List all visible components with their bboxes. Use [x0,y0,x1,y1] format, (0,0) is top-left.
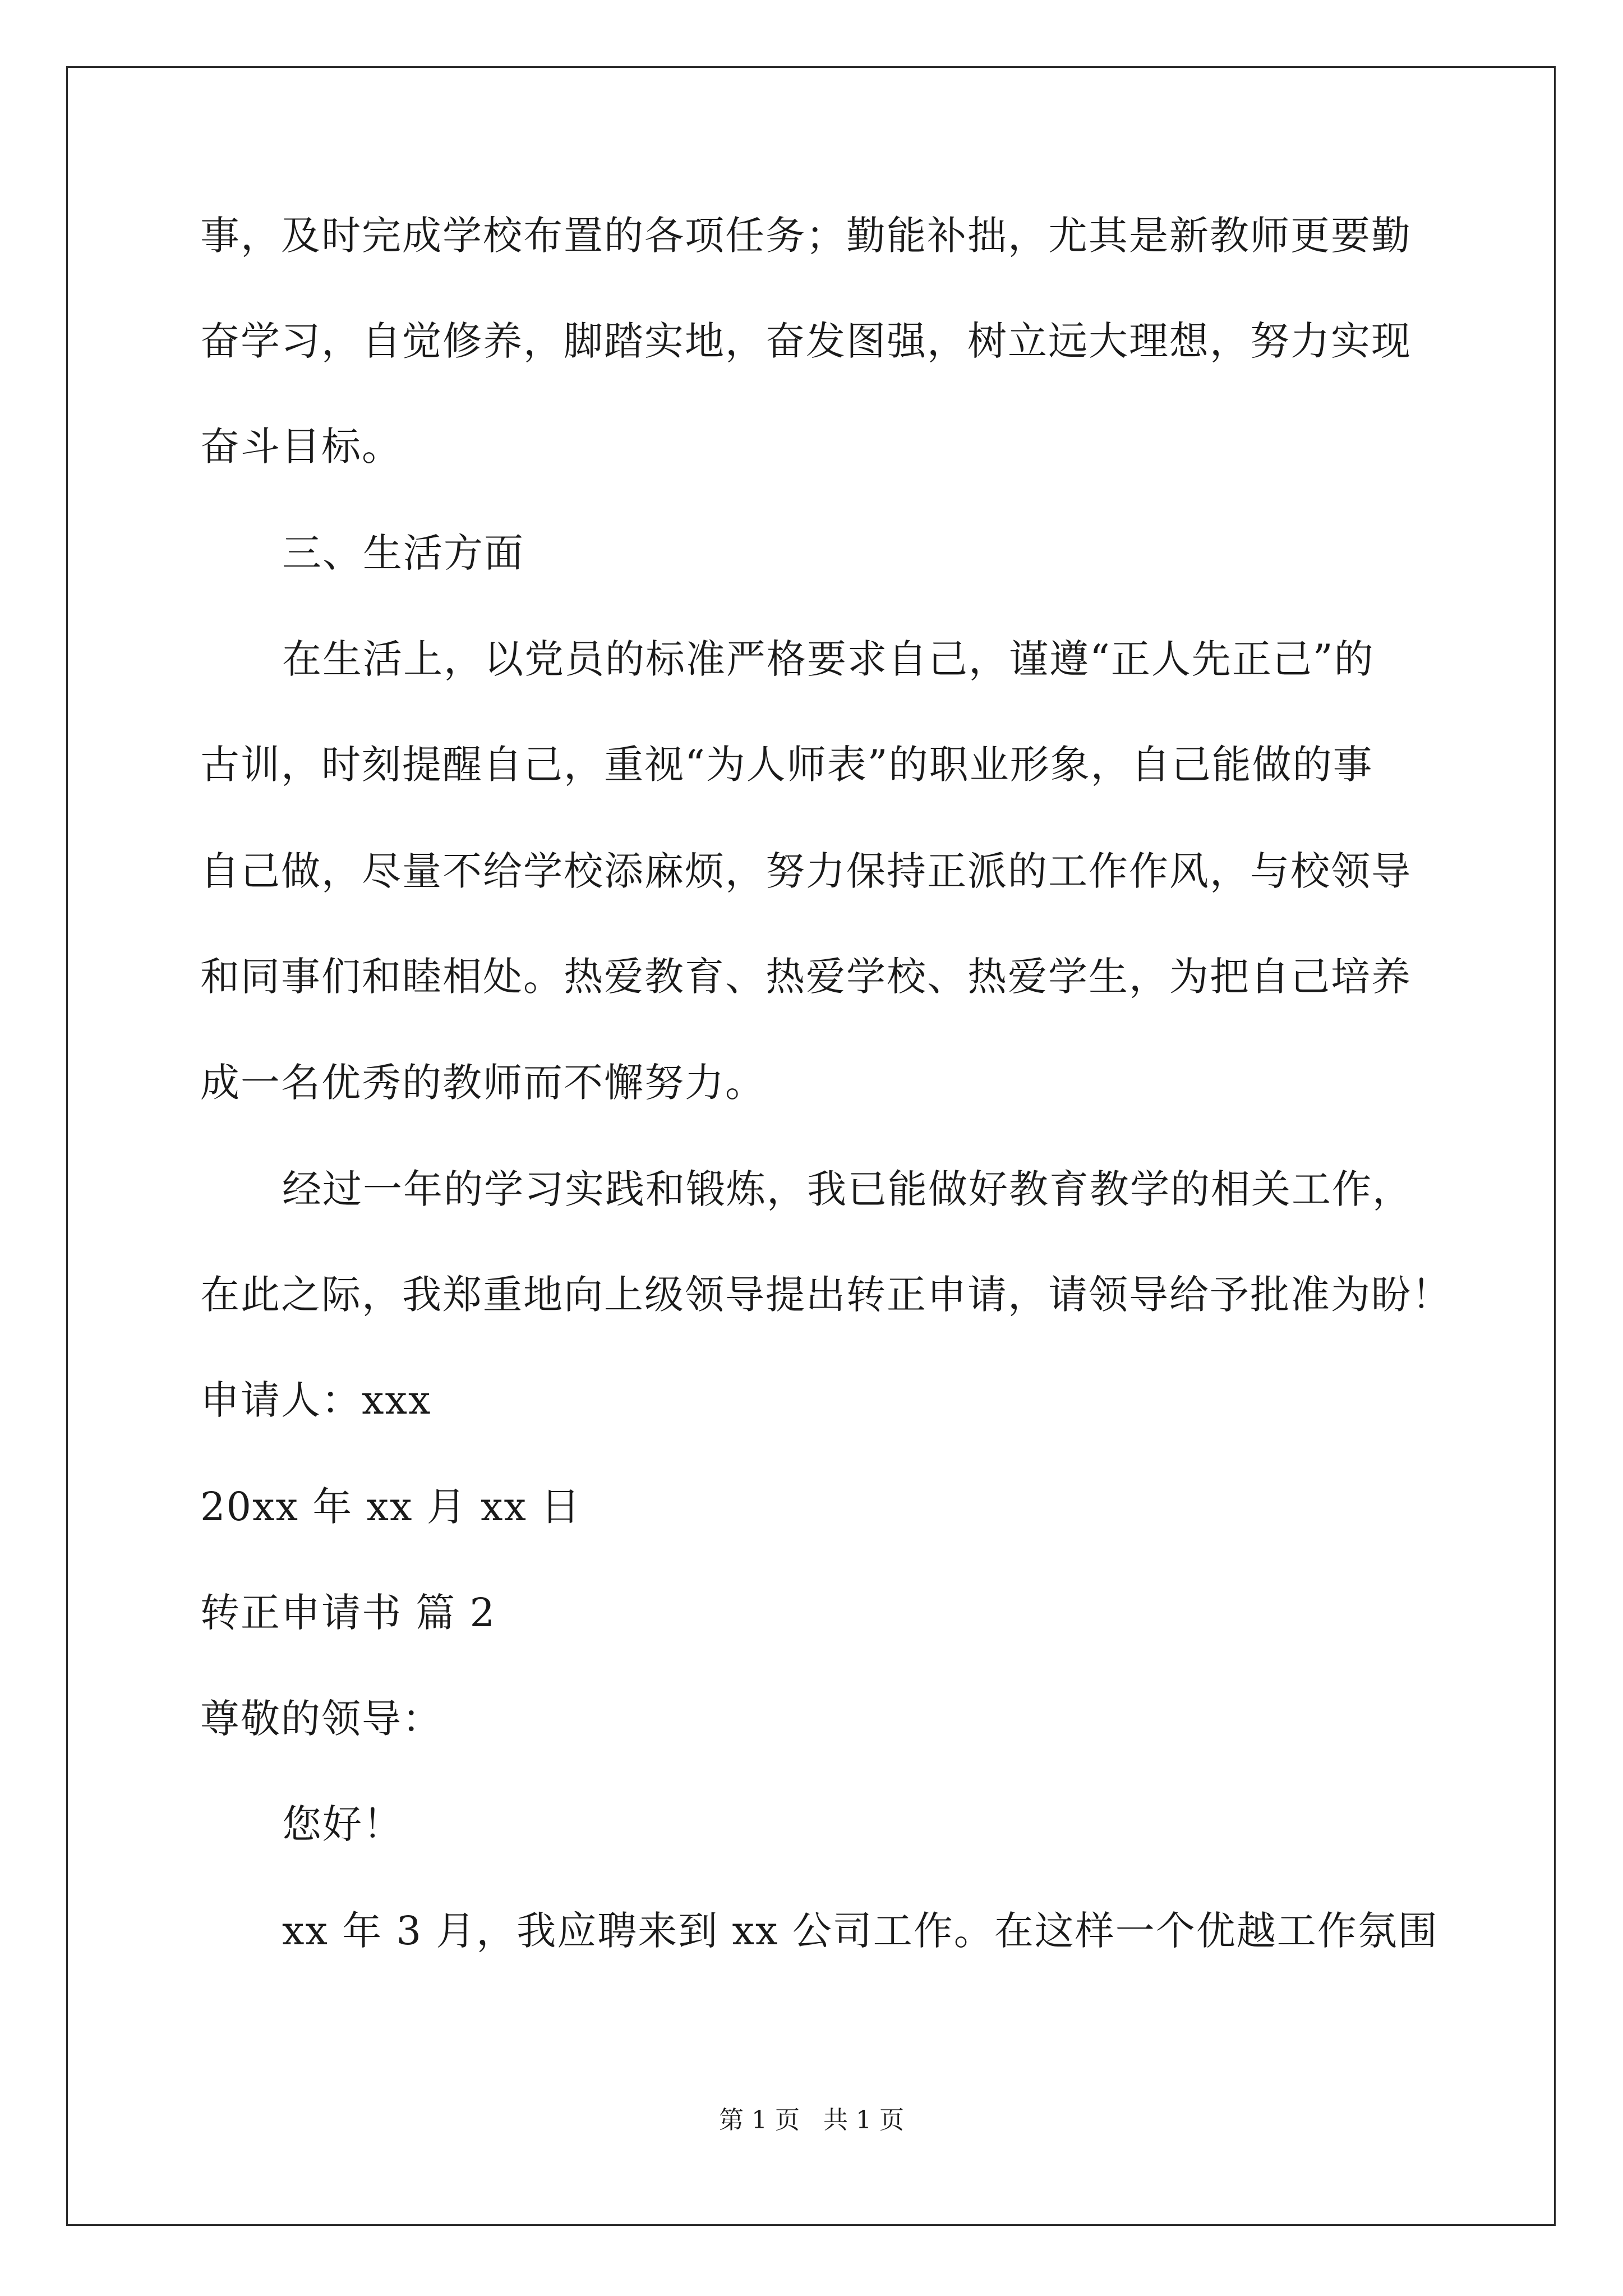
paragraph-line: xx 年 3 月，我应聘来到 xx 公司工作。在这样一个优越工作氛围 [282,1908,1438,1954]
paragraph-line: 和同事们和睦相处。热爱教育、热爱学校、热爱学生，为把自己培养 [200,954,1412,1000]
paragraph-line: 经过一年的学习实践和锻炼，我已能做好教育教学的相关工作， [282,1166,1413,1212]
paragraph-line: 在生活上，以党员的标准严格要求自己，谨遵“正人先正己”的 [282,636,1375,682]
salutation: 尊敬的领导： [200,1696,442,1742]
paragraph-line: 事，及时完成学校布置的各项任务；勤能补拙，尤其是新教师更要勤 [200,213,1412,259]
greeting: 您好！ [282,1801,403,1847]
page-border [66,66,1556,2226]
applicant-line: 申请人：xxx [200,1377,432,1423]
paragraph-line: 古训，时刻提醒自己，重视“为人师表”的职业形象，自己能做的事 [200,742,1373,788]
page-footer: 第 1 页 共 1 页 [719,2106,904,2134]
paragraph-line: 奋学习，自觉修养，脚踏实地，奋发图强，树立远大理想，努力实现 [200,318,1412,364]
date-line: 20xx 年 xx 月 xx 日 [200,1484,582,1530]
section-heading: 三、生活方面 [282,530,524,576]
paragraph-line: 成一名优秀的教师而不懈努力。 [200,1060,766,1106]
document-title: 转正申请书 篇 2 [200,1590,496,1636]
paragraph-line: 自己做，尽量不给学校添麻烦，努力保持正派的工作作风，与校领导 [200,848,1412,894]
paragraph-line: 奋斗目标。 [200,424,402,470]
paragraph-line: 在此之际，我郑重地向上级领导提出转正申请，请领导给予批准为盼！ [200,1272,1452,1318]
